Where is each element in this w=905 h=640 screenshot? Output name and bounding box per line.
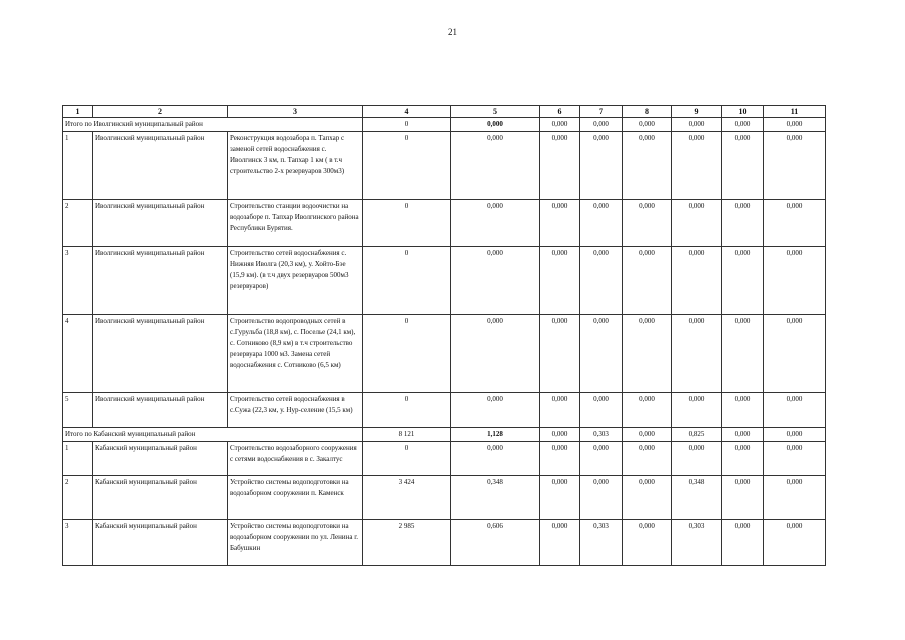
table-cell: 0,000	[540, 476, 580, 520]
table-cell: 2	[63, 476, 93, 520]
table-cell: Строительство сетей водоснабжения с. Нижняя Иволга (20,3 км), у. Хойто-Бэе (15,9 км). (в т.ч двух резервуаров 500м3 резервуаров)	[228, 247, 363, 315]
table-cell: 0,000	[764, 476, 826, 520]
table-cell: 0,000	[722, 442, 764, 476]
table-row	[63, 200, 826, 247]
header-cell: 10	[722, 106, 764, 118]
table-cell: 0,000	[672, 200, 722, 247]
table-cell: 0,000	[764, 200, 826, 247]
table-cell: 1,128	[451, 428, 540, 442]
table-row	[63, 393, 826, 428]
header-cell: 2	[93, 106, 228, 118]
table-cell: 0,000	[580, 393, 623, 428]
table-cell: Устройство системы водоподготовки на водозаборном сооружении п. Каменск	[228, 476, 363, 520]
header-cell: 1	[63, 106, 93, 118]
table-cell: 0,000	[764, 132, 826, 200]
table-cell: 0,000	[764, 315, 826, 393]
table-cell: 3	[63, 520, 93, 566]
data-table	[62, 105, 826, 566]
table-cell: Строительство станции водоочистки на водозаборе п. Тапхар Иволгинского района Республики Бурятия.	[228, 200, 363, 247]
table-cell: 0,000	[672, 247, 722, 315]
table-cell: 0,000	[580, 118, 623, 132]
table-cell: Иволгинский муниципальный район	[93, 247, 228, 315]
table-cell: 0,000	[672, 118, 722, 132]
table-cell: 0	[363, 132, 451, 200]
table-cell: 0,000	[623, 200, 672, 247]
table-cell: 0,348	[451, 476, 540, 520]
table-cell: Реконструкция водозабора п. Тапхар с заменой сетей водоснабжения с. Иволгинск 3 км, п. Тапхар 1 км ( в т.ч строительство 2-х резервуаров 300м3)	[228, 132, 363, 200]
header-cell: 3	[228, 106, 363, 118]
table-cell: 0	[363, 118, 451, 132]
table-cell: 0,000	[623, 520, 672, 566]
table-cell: Иволгинский муниципальный район	[93, 315, 228, 393]
table-cell: Иволгинский муниципальный район	[93, 393, 228, 428]
table-cell: 0,000	[540, 520, 580, 566]
table-cell: 8 121	[363, 428, 451, 442]
table-cell: 0,000	[722, 315, 764, 393]
table-cell: 0,000	[580, 200, 623, 247]
table-cell: 0,000	[764, 118, 826, 132]
total-label: Итого по Иволгинский муниципальный район	[63, 118, 363, 132]
table-cell: 0	[363, 247, 451, 315]
table-cell: 0,000	[540, 132, 580, 200]
header-row	[63, 106, 826, 118]
header-cell: 8	[623, 106, 672, 118]
table-cell: 0,000	[672, 132, 722, 200]
table-cell: 5	[63, 393, 93, 428]
table-cell: 0,303	[672, 520, 722, 566]
table-row	[63, 315, 826, 393]
table-row	[63, 520, 826, 566]
table-cell: 0,000	[540, 428, 580, 442]
table-row	[63, 476, 826, 520]
table-cell: 0,000	[672, 393, 722, 428]
table-cell: 0,000	[451, 118, 540, 132]
table-cell: 0,000	[722, 247, 764, 315]
table-cell: 0,000	[623, 393, 672, 428]
table-cell: 0,000	[451, 200, 540, 247]
table-cell: 0,000	[540, 315, 580, 393]
table-cell: Строительство водозаборного сооружения с сетями водоснабжения в с. Закалтус	[228, 442, 363, 476]
table-cell: 0,000	[722, 200, 764, 247]
table-cell: Строительство сетей водоснабжения в с.Сужа (22,3 км, у. Нур-селение (15,5 км)	[228, 393, 363, 428]
header-cell: 4	[363, 106, 451, 118]
table-cell: 0,000	[540, 393, 580, 428]
table-cell: 0,000	[623, 118, 672, 132]
table-cell: 0,000	[722, 118, 764, 132]
header-cell: 5	[451, 106, 540, 118]
table-cell: 0,000	[623, 476, 672, 520]
table-cell: 0,000	[722, 428, 764, 442]
table-cell: 0,000	[722, 520, 764, 566]
table-cell: 0,825	[672, 428, 722, 442]
table-cell: 0,000	[451, 247, 540, 315]
table-cell: 3 424	[363, 476, 451, 520]
table-cell: 2	[63, 200, 93, 247]
table-row	[63, 442, 826, 476]
table-cell: 4	[63, 315, 93, 393]
table-cell: 0,000	[623, 132, 672, 200]
table-cell: Иволгинский муниципальный район	[93, 200, 228, 247]
table-cell: 0,000	[722, 476, 764, 520]
table-cell: 0,000	[623, 428, 672, 442]
table-cell: 0,000	[580, 132, 623, 200]
table-row-total	[63, 118, 826, 132]
table-cell: 0,303	[580, 520, 623, 566]
table-cell: 0	[363, 442, 451, 476]
table-cell: 0,000	[451, 393, 540, 428]
table-cell: 0,000	[580, 476, 623, 520]
table-cell: 0,000	[764, 428, 826, 442]
table-cell: 0,000	[451, 132, 540, 200]
table-cell: 0,000	[672, 315, 722, 393]
table-cell: 0	[363, 315, 451, 393]
table-cell: 0,000	[580, 442, 623, 476]
table-cell: Кабанский муниципальный район	[93, 442, 228, 476]
table-cell: 0	[363, 393, 451, 428]
table-cell: 0,000	[764, 393, 826, 428]
table-cell: 0,000	[580, 315, 623, 393]
table-cell: Кабанский муниципальный район	[93, 520, 228, 566]
table-cell: 0,000	[764, 442, 826, 476]
table-cell: 0,000	[722, 393, 764, 428]
table-cell: 2 985	[363, 520, 451, 566]
table-cell: Кабанский муниципальный район	[93, 476, 228, 520]
table-row	[63, 247, 826, 315]
table-cell: 0,000	[764, 520, 826, 566]
table-cell: 0,000	[540, 247, 580, 315]
table-cell: 0,000	[672, 442, 722, 476]
header-cell: 7	[580, 106, 623, 118]
table-cell: 0,000	[451, 315, 540, 393]
table-cell: 0,000	[722, 132, 764, 200]
table-cell: 0,000	[540, 200, 580, 247]
header-cell: 11	[764, 106, 826, 118]
page-number: 21	[448, 27, 457, 37]
table-cell: 0,000	[451, 442, 540, 476]
table-cell: 0,303	[580, 428, 623, 442]
table-cell: 0	[363, 200, 451, 247]
table-cell: 0,000	[764, 247, 826, 315]
table-cell: 0,000	[540, 442, 580, 476]
table-cell: 1	[63, 442, 93, 476]
table-row	[63, 132, 826, 200]
table-cell: 0,000	[623, 315, 672, 393]
table-cell: Строительство водопроводных сетей в с.Гурульба (18,8 км), с. Поселье (24,1 км), с. Сотниково (8,9 км) в т.ч строительство резервуара 1000 м3. Замена сетей водоснабжения с. Сотниково (6,5 км)	[228, 315, 363, 393]
table-cell: Устройство системы водоподготовки на водозаборном сооружении по ул. Ленина г. Бабушкин	[228, 520, 363, 566]
header-cell: 6	[540, 106, 580, 118]
table-cell: 0,348	[672, 476, 722, 520]
table-cell: 0,000	[580, 247, 623, 315]
table-cell: 0,606	[451, 520, 540, 566]
table-cell: 1	[63, 132, 93, 200]
table-cell: Иволгинский муниципальный район	[93, 132, 228, 200]
total-label: Итого по Кабанский муниципальный район	[63, 428, 363, 442]
table-row-total	[63, 428, 826, 442]
table-cell: 0,000	[540, 118, 580, 132]
table-cell: 0,000	[623, 247, 672, 315]
table-cell: 0,000	[623, 442, 672, 476]
header-cell: 9	[672, 106, 722, 118]
table-cell: 3	[63, 247, 93, 315]
